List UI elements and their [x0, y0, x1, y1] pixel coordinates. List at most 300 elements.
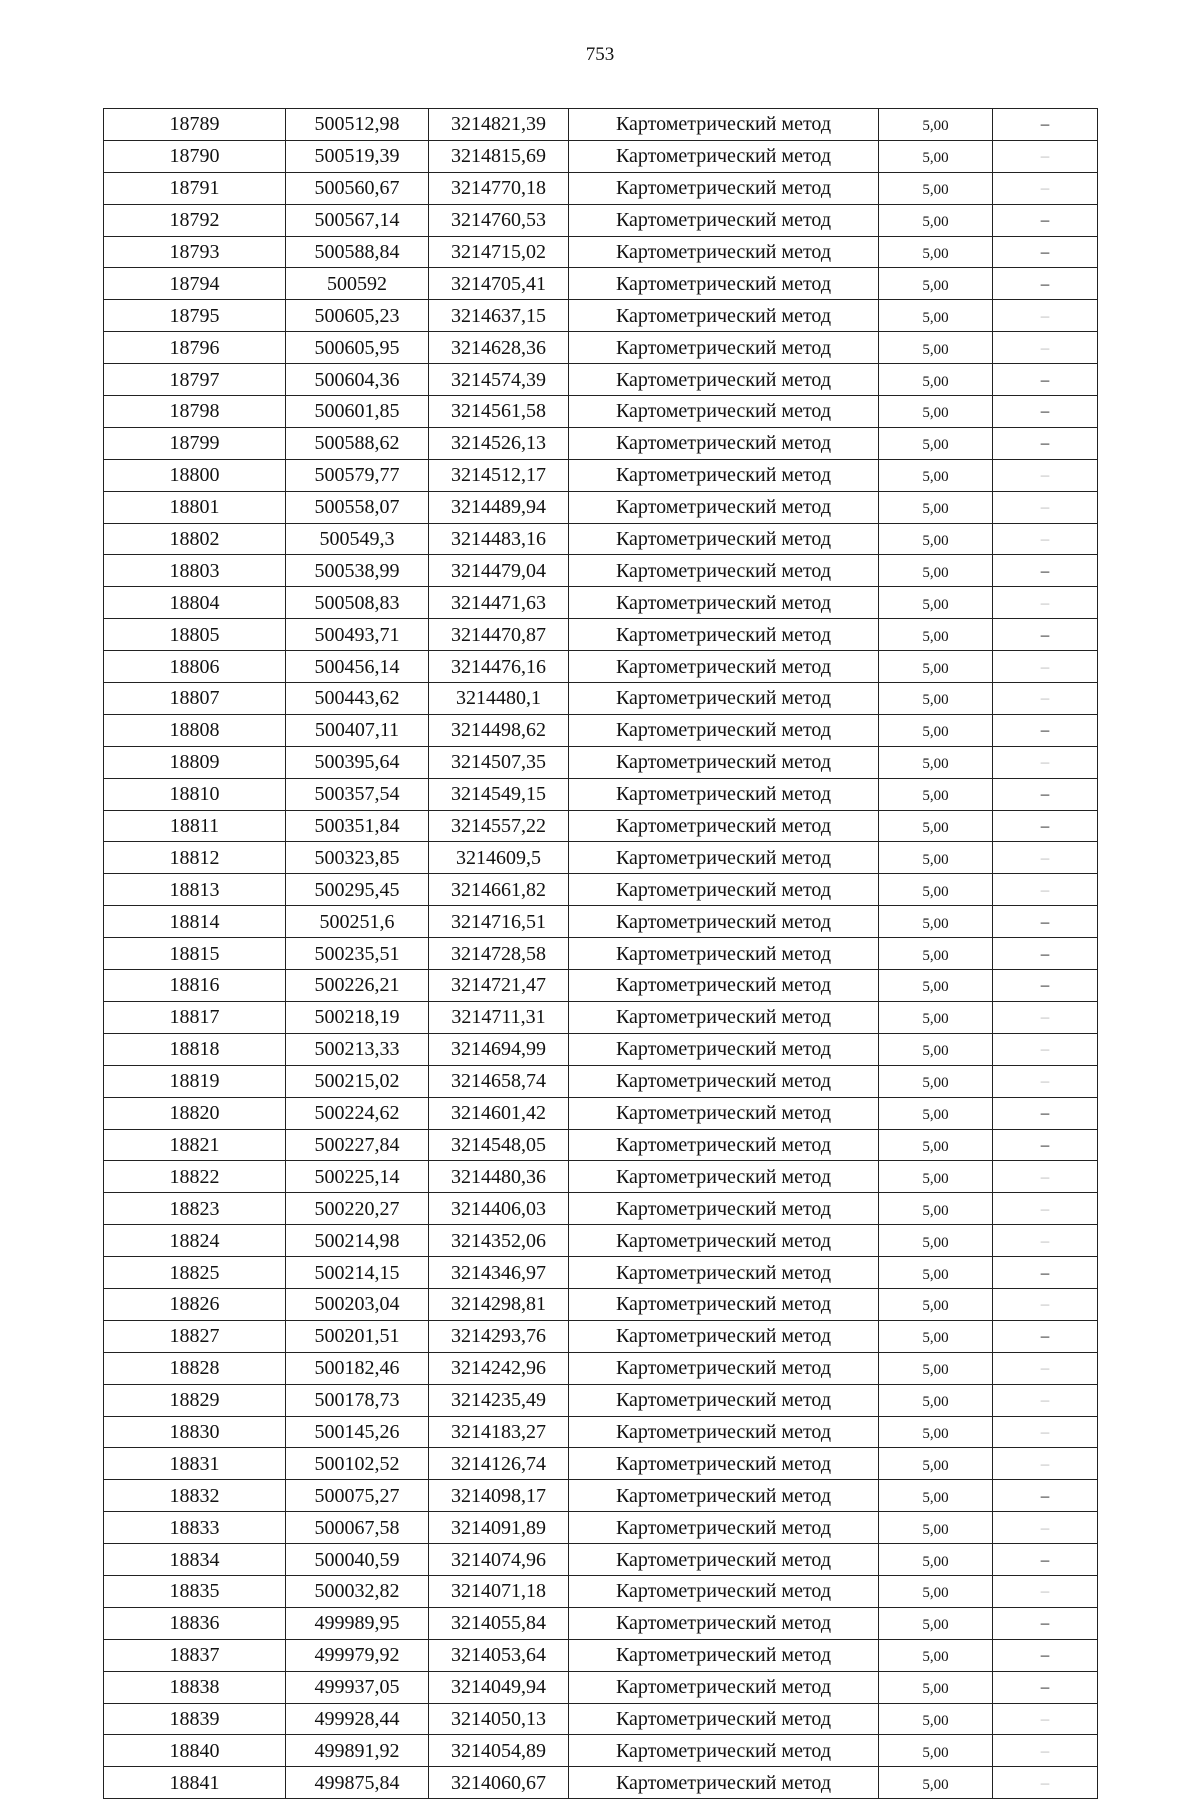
x-coordinate-cell: 499979,92	[286, 1639, 429, 1671]
dash-cell: –	[993, 332, 1098, 364]
dash-cell: –	[993, 300, 1098, 332]
y-coordinate-cell: 3214126,74	[429, 1448, 569, 1480]
point-id-cell: 18795	[104, 300, 286, 332]
table-row	[104, 1161, 1098, 1193]
dash-cell: –	[993, 1735, 1098, 1767]
table-row	[104, 523, 1098, 555]
x-coordinate-cell: 500178,73	[286, 1384, 429, 1416]
coordinates-table	[103, 108, 1098, 1799]
accuracy-cell: 5,00	[879, 746, 993, 778]
x-coordinate-cell: 500295,45	[286, 874, 429, 906]
x-coordinate-cell: 500213,33	[286, 1033, 429, 1065]
x-coordinate-cell: 500040,59	[286, 1544, 429, 1576]
y-coordinate-cell: 3214548,05	[429, 1129, 569, 1161]
y-coordinate-cell: 3214561,58	[429, 396, 569, 428]
dash-cell: –	[993, 746, 1098, 778]
y-coordinate-cell: 3214476,16	[429, 651, 569, 683]
y-coordinate-cell: 3214235,49	[429, 1384, 569, 1416]
method-cell: Картометрический метод	[569, 1033, 879, 1065]
method-cell: Картометрический метод	[569, 109, 879, 141]
accuracy-cell: 5,00	[879, 1639, 993, 1671]
y-coordinate-cell: 3214609,5	[429, 842, 569, 874]
method-cell: Картометрический метод	[569, 842, 879, 874]
table-row	[104, 555, 1098, 587]
method-cell: Картометрический метод	[569, 1512, 879, 1544]
accuracy-cell: 5,00	[879, 1607, 993, 1639]
method-cell: Картометрический метод	[569, 1257, 879, 1289]
accuracy-cell: 5,00	[879, 364, 993, 396]
point-id-cell: 18814	[104, 906, 286, 938]
x-coordinate-cell: 500579,77	[286, 459, 429, 491]
accuracy-cell: 5,00	[879, 1575, 993, 1607]
table-row	[104, 874, 1098, 906]
y-coordinate-cell: 3214760,53	[429, 204, 569, 236]
x-coordinate-cell: 500251,6	[286, 906, 429, 938]
y-coordinate-cell: 3214721,47	[429, 970, 569, 1002]
table-row	[104, 1735, 1098, 1767]
dash-cell: –	[993, 1320, 1098, 1352]
point-id-cell: 18816	[104, 970, 286, 1002]
dash-cell: –	[993, 874, 1098, 906]
accuracy-cell: 5,00	[879, 651, 993, 683]
table-row	[104, 1575, 1098, 1607]
accuracy-cell: 5,00	[879, 970, 993, 1002]
point-id-cell: 18815	[104, 938, 286, 970]
dash-cell: –	[993, 1065, 1098, 1097]
x-coordinate-cell: 499875,84	[286, 1767, 429, 1799]
method-cell: Картометрический метод	[569, 1384, 879, 1416]
table-row	[104, 459, 1098, 491]
method-cell: Картометрический метод	[569, 874, 879, 906]
point-id-cell: 18801	[104, 491, 286, 523]
x-coordinate-cell: 500351,84	[286, 810, 429, 842]
dash-cell: –	[993, 587, 1098, 619]
dash-cell: –	[993, 1033, 1098, 1065]
accuracy-cell: 5,00	[879, 236, 993, 268]
dash-cell: –	[993, 1575, 1098, 1607]
dash-cell: –	[993, 651, 1098, 683]
method-cell: Картометрический метод	[569, 1767, 879, 1799]
x-coordinate-cell: 500601,85	[286, 396, 429, 428]
table-row	[104, 1257, 1098, 1289]
method-cell: Картометрический метод	[569, 140, 879, 172]
dash-cell: –	[993, 1448, 1098, 1480]
y-coordinate-cell: 3214183,27	[429, 1416, 569, 1448]
y-coordinate-cell: 3214661,82	[429, 874, 569, 906]
table-row	[104, 140, 1098, 172]
dash-cell: –	[993, 842, 1098, 874]
y-coordinate-cell: 3214549,15	[429, 778, 569, 810]
method-cell: Картометрический метод	[569, 683, 879, 715]
x-coordinate-cell: 500145,26	[286, 1416, 429, 1448]
y-coordinate-cell: 3214346,97	[429, 1257, 569, 1289]
accuracy-cell: 5,00	[879, 778, 993, 810]
y-coordinate-cell: 3214526,13	[429, 427, 569, 459]
accuracy-cell: 5,00	[879, 1225, 993, 1257]
point-id-cell: 18819	[104, 1065, 286, 1097]
method-cell: Картометрический метод	[569, 1735, 879, 1767]
x-coordinate-cell: 500357,54	[286, 778, 429, 810]
y-coordinate-cell: 3214694,99	[429, 1033, 569, 1065]
x-coordinate-cell: 499937,05	[286, 1671, 429, 1703]
table-row	[104, 587, 1098, 619]
x-coordinate-cell: 500235,51	[286, 938, 429, 970]
dash-cell: –	[993, 1352, 1098, 1384]
table-row	[104, 970, 1098, 1002]
x-coordinate-cell: 500224,62	[286, 1097, 429, 1129]
method-cell: Картометрический метод	[569, 587, 879, 619]
x-coordinate-cell: 500558,07	[286, 491, 429, 523]
dash-cell: –	[993, 810, 1098, 842]
y-coordinate-cell: 3214470,87	[429, 619, 569, 651]
accuracy-cell: 5,00	[879, 140, 993, 172]
y-coordinate-cell: 3214242,96	[429, 1352, 569, 1384]
dash-cell: –	[993, 778, 1098, 810]
table-row	[104, 842, 1098, 874]
method-cell: Картометрический метод	[569, 778, 879, 810]
accuracy-cell: 5,00	[879, 842, 993, 874]
method-cell: Картометрический метод	[569, 1352, 879, 1384]
dash-cell: –	[993, 459, 1098, 491]
y-coordinate-cell: 3214060,67	[429, 1767, 569, 1799]
point-id-cell: 18821	[104, 1129, 286, 1161]
table-row	[104, 938, 1098, 970]
point-id-cell: 18839	[104, 1703, 286, 1735]
x-coordinate-cell: 500508,83	[286, 587, 429, 619]
table-row	[104, 778, 1098, 810]
y-coordinate-cell: 3214705,41	[429, 268, 569, 300]
table-row	[104, 1639, 1098, 1671]
point-id-cell: 18797	[104, 364, 286, 396]
x-coordinate-cell: 500592	[286, 268, 429, 300]
x-coordinate-cell: 500443,62	[286, 683, 429, 715]
y-coordinate-cell: 3214050,13	[429, 1703, 569, 1735]
accuracy-cell: 5,00	[879, 1703, 993, 1735]
accuracy-cell: 5,00	[879, 1033, 993, 1065]
method-cell: Картометрический метод	[569, 1001, 879, 1033]
table-row	[104, 1097, 1098, 1129]
table-row	[104, 204, 1098, 236]
method-cell: Картометрический метод	[569, 396, 879, 428]
method-cell: Картометрический метод	[569, 906, 879, 938]
accuracy-cell: 5,00	[879, 427, 993, 459]
point-id-cell: 18792	[104, 204, 286, 236]
table-row	[104, 1001, 1098, 1033]
x-coordinate-cell: 500220,27	[286, 1193, 429, 1225]
x-coordinate-cell: 500218,19	[286, 1001, 429, 1033]
x-coordinate-cell: 500227,84	[286, 1129, 429, 1161]
x-coordinate-cell: 500560,67	[286, 172, 429, 204]
table-row	[104, 172, 1098, 204]
accuracy-cell: 5,00	[879, 1161, 993, 1193]
accuracy-cell: 5,00	[879, 1065, 993, 1097]
dash-cell: –	[993, 906, 1098, 938]
x-coordinate-cell: 500214,98	[286, 1225, 429, 1257]
dash-cell: –	[993, 970, 1098, 1002]
x-coordinate-cell: 500549,3	[286, 523, 429, 555]
method-cell: Картометрический метод	[569, 746, 879, 778]
point-id-cell: 18840	[104, 1735, 286, 1767]
table-row	[104, 364, 1098, 396]
point-id-cell: 18833	[104, 1512, 286, 1544]
point-id-cell: 18836	[104, 1607, 286, 1639]
y-coordinate-cell: 3214557,22	[429, 810, 569, 842]
accuracy-cell: 5,00	[879, 714, 993, 746]
method-cell: Картометрический метод	[569, 1320, 879, 1352]
y-coordinate-cell: 3214480,1	[429, 683, 569, 715]
y-coordinate-cell: 3214574,39	[429, 364, 569, 396]
point-id-cell: 18829	[104, 1384, 286, 1416]
dash-cell: –	[993, 714, 1098, 746]
table-row	[104, 1544, 1098, 1576]
table-row	[104, 300, 1098, 332]
accuracy-cell: 5,00	[879, 1129, 993, 1161]
dash-cell: –	[993, 236, 1098, 268]
table-row	[104, 1193, 1098, 1225]
method-cell: Картометрический метод	[569, 1544, 879, 1576]
point-id-cell: 18824	[104, 1225, 286, 1257]
method-cell: Картометрический метод	[569, 1416, 879, 1448]
x-coordinate-cell: 500588,84	[286, 236, 429, 268]
method-cell: Картометрический метод	[569, 970, 879, 1002]
accuracy-cell: 5,00	[879, 1512, 993, 1544]
point-id-cell: 18832	[104, 1480, 286, 1512]
method-cell: Картометрический метод	[569, 1671, 879, 1703]
point-id-cell: 18805	[104, 619, 286, 651]
point-id-cell: 18804	[104, 587, 286, 619]
x-coordinate-cell: 500102,52	[286, 1448, 429, 1480]
table-row	[104, 1703, 1098, 1735]
method-cell: Картометрический метод	[569, 651, 879, 683]
point-id-cell: 18826	[104, 1288, 286, 1320]
y-coordinate-cell: 3214512,17	[429, 459, 569, 491]
accuracy-cell: 5,00	[879, 268, 993, 300]
point-id-cell: 18825	[104, 1257, 286, 1289]
dash-cell: –	[993, 364, 1098, 396]
method-cell: Картометрический метод	[569, 1065, 879, 1097]
y-coordinate-cell: 3214049,94	[429, 1671, 569, 1703]
x-coordinate-cell: 500538,99	[286, 555, 429, 587]
dash-cell: –	[993, 1480, 1098, 1512]
x-coordinate-cell: 500214,15	[286, 1257, 429, 1289]
dash-cell: –	[993, 109, 1098, 141]
x-coordinate-cell: 499891,92	[286, 1735, 429, 1767]
method-cell: Картометрический метод	[569, 268, 879, 300]
method-cell: Картометрический метод	[569, 1575, 879, 1607]
x-coordinate-cell: 500182,46	[286, 1352, 429, 1384]
x-coordinate-cell: 499928,44	[286, 1703, 429, 1735]
dash-cell: –	[993, 938, 1098, 970]
method-cell: Картометрический метод	[569, 1448, 879, 1480]
y-coordinate-cell: 3214054,89	[429, 1735, 569, 1767]
x-coordinate-cell: 500395,64	[286, 746, 429, 778]
method-cell: Картометрический метод	[569, 236, 879, 268]
point-id-cell: 18806	[104, 651, 286, 683]
y-coordinate-cell: 3214098,17	[429, 1480, 569, 1512]
y-coordinate-cell: 3214658,74	[429, 1065, 569, 1097]
accuracy-cell: 5,00	[879, 1767, 993, 1799]
y-coordinate-cell: 3214601,42	[429, 1097, 569, 1129]
accuracy-cell: 5,00	[879, 1544, 993, 1576]
y-coordinate-cell: 3214728,58	[429, 938, 569, 970]
accuracy-cell: 5,00	[879, 1001, 993, 1033]
coordinates-table-body	[104, 109, 1098, 1799]
accuracy-cell: 5,00	[879, 683, 993, 715]
table-row	[104, 1767, 1098, 1799]
method-cell: Картометрический метод	[569, 332, 879, 364]
method-cell: Картометрический метод	[569, 1161, 879, 1193]
point-id-cell: 18841	[104, 1767, 286, 1799]
point-id-cell: 18803	[104, 555, 286, 587]
point-id-cell: 18811	[104, 810, 286, 842]
accuracy-cell: 5,00	[879, 109, 993, 141]
point-id-cell: 18800	[104, 459, 286, 491]
dash-cell: –	[993, 1193, 1098, 1225]
page-number: 753	[585, 44, 615, 65]
y-coordinate-cell: 3214628,36	[429, 332, 569, 364]
dash-cell: –	[993, 491, 1098, 523]
x-coordinate-cell: 500032,82	[286, 1575, 429, 1607]
table-row	[104, 683, 1098, 715]
point-id-cell: 18794	[104, 268, 286, 300]
method-cell: Картометрический метод	[569, 1639, 879, 1671]
accuracy-cell: 5,00	[879, 1193, 993, 1225]
accuracy-cell: 5,00	[879, 938, 993, 970]
accuracy-cell: 5,00	[879, 491, 993, 523]
dash-cell: –	[993, 683, 1098, 715]
method-cell: Картометрический метод	[569, 427, 879, 459]
point-id-cell: 18809	[104, 746, 286, 778]
table-row	[104, 651, 1098, 683]
point-id-cell: 18807	[104, 683, 286, 715]
point-id-cell: 18822	[104, 1161, 286, 1193]
accuracy-cell: 5,00	[879, 204, 993, 236]
method-cell: Картометрический метод	[569, 1607, 879, 1639]
method-cell: Картометрический метод	[569, 619, 879, 651]
dash-cell: –	[993, 1671, 1098, 1703]
accuracy-cell: 5,00	[879, 619, 993, 651]
accuracy-cell: 5,00	[879, 1735, 993, 1767]
table-row	[104, 1480, 1098, 1512]
y-coordinate-cell: 3214480,36	[429, 1161, 569, 1193]
method-cell: Картометрический метод	[569, 172, 879, 204]
table-row	[104, 810, 1098, 842]
accuracy-cell: 5,00	[879, 300, 993, 332]
x-coordinate-cell: 500456,14	[286, 651, 429, 683]
x-coordinate-cell: 500519,39	[286, 140, 429, 172]
x-coordinate-cell: 500588,62	[286, 427, 429, 459]
dash-cell: –	[993, 1607, 1098, 1639]
accuracy-cell: 5,00	[879, 874, 993, 906]
accuracy-cell: 5,00	[879, 459, 993, 491]
x-coordinate-cell: 500067,58	[286, 1512, 429, 1544]
dash-cell: –	[993, 140, 1098, 172]
method-cell: Картометрический метод	[569, 204, 879, 236]
point-id-cell: 18823	[104, 1193, 286, 1225]
point-id-cell: 18830	[104, 1416, 286, 1448]
y-coordinate-cell: 3214637,15	[429, 300, 569, 332]
point-id-cell: 18834	[104, 1544, 286, 1576]
y-coordinate-cell: 3214091,89	[429, 1512, 569, 1544]
point-id-cell: 18808	[104, 714, 286, 746]
accuracy-cell: 5,00	[879, 1671, 993, 1703]
y-coordinate-cell: 3214498,62	[429, 714, 569, 746]
x-coordinate-cell: 500075,27	[286, 1480, 429, 1512]
table-row	[104, 1288, 1098, 1320]
x-coordinate-cell: 500567,14	[286, 204, 429, 236]
table-row	[104, 1352, 1098, 1384]
y-coordinate-cell: 3214406,03	[429, 1193, 569, 1225]
method-cell: Картометрический метод	[569, 1703, 879, 1735]
x-coordinate-cell: 500604,36	[286, 364, 429, 396]
point-id-cell: 18838	[104, 1671, 286, 1703]
y-coordinate-cell: 3214352,06	[429, 1225, 569, 1257]
y-coordinate-cell: 3214071,18	[429, 1575, 569, 1607]
table-row	[104, 1671, 1098, 1703]
accuracy-cell: 5,00	[879, 1097, 993, 1129]
method-cell: Картометрический метод	[569, 1480, 879, 1512]
x-coordinate-cell: 500226,21	[286, 970, 429, 1002]
method-cell: Картометрический метод	[569, 523, 879, 555]
accuracy-cell: 5,00	[879, 1288, 993, 1320]
point-id-cell: 18828	[104, 1352, 286, 1384]
dash-cell: –	[993, 1384, 1098, 1416]
method-cell: Картометрический метод	[569, 1193, 879, 1225]
x-coordinate-cell: 500512,98	[286, 109, 429, 141]
table-row	[104, 1384, 1098, 1416]
dash-cell: –	[993, 268, 1098, 300]
dash-cell: –	[993, 1703, 1098, 1735]
y-coordinate-cell: 3214471,63	[429, 587, 569, 619]
point-id-cell: 18812	[104, 842, 286, 874]
method-cell: Картометрический метод	[569, 810, 879, 842]
dash-cell: –	[993, 396, 1098, 428]
x-coordinate-cell: 500605,23	[286, 300, 429, 332]
dash-cell: –	[993, 1225, 1098, 1257]
point-id-cell: 18796	[104, 332, 286, 364]
accuracy-cell: 5,00	[879, 587, 993, 619]
accuracy-cell: 5,00	[879, 396, 993, 428]
x-coordinate-cell: 500407,11	[286, 714, 429, 746]
point-id-cell: 18799	[104, 427, 286, 459]
y-coordinate-cell: 3214055,84	[429, 1607, 569, 1639]
method-cell: Картометрический метод	[569, 714, 879, 746]
y-coordinate-cell: 3214489,94	[429, 491, 569, 523]
point-id-cell: 18827	[104, 1320, 286, 1352]
table-row	[104, 236, 1098, 268]
y-coordinate-cell: 3214074,96	[429, 1544, 569, 1576]
table-row	[104, 268, 1098, 300]
y-coordinate-cell: 3214715,02	[429, 236, 569, 268]
table-row	[104, 1448, 1098, 1480]
dash-cell: –	[993, 1001, 1098, 1033]
method-cell: Картометрический метод	[569, 459, 879, 491]
table-row	[104, 1065, 1098, 1097]
point-id-cell: 18813	[104, 874, 286, 906]
x-coordinate-cell: 500215,02	[286, 1065, 429, 1097]
accuracy-cell: 5,00	[879, 1257, 993, 1289]
dash-cell: –	[993, 1767, 1098, 1799]
y-coordinate-cell: 3214293,76	[429, 1320, 569, 1352]
point-id-cell: 18817	[104, 1001, 286, 1033]
table-row	[104, 491, 1098, 523]
y-coordinate-cell: 3214821,39	[429, 109, 569, 141]
accuracy-cell: 5,00	[879, 1416, 993, 1448]
accuracy-cell: 5,00	[879, 1320, 993, 1352]
table-row	[104, 1320, 1098, 1352]
table-row	[104, 109, 1098, 141]
dash-cell: –	[993, 1512, 1098, 1544]
